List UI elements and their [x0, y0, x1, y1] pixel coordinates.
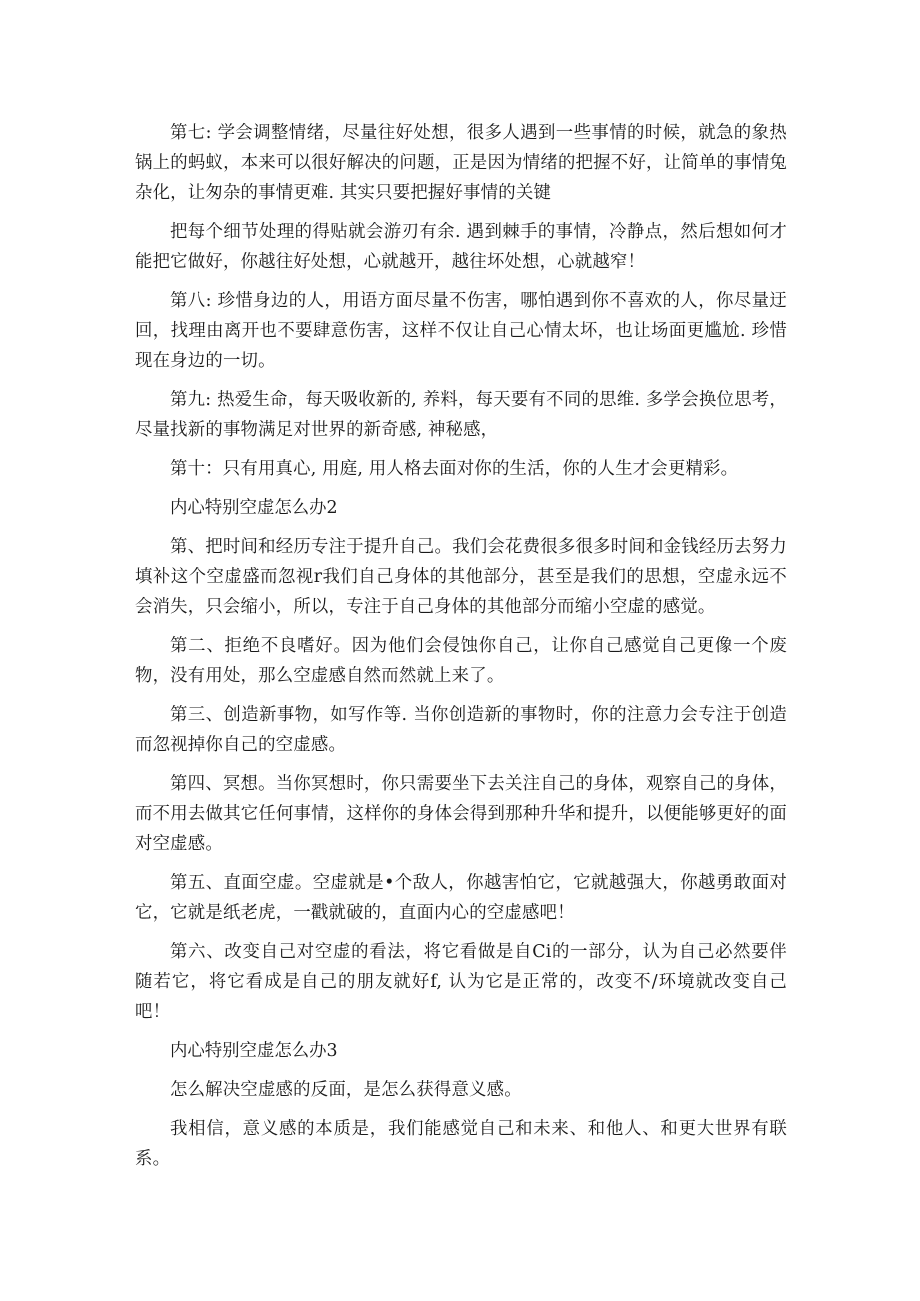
paragraph-section2-item-4: 第四、冥想。当你冥想时，你只需要坐下去关注自己的身体，观察自己的身体，而不用去做其它任何事情，这样你的身体会得到那种升华和提升，以便能够更好的面对空虚感。 — [135, 774, 787, 854]
paragraph-section3-body: 我相信，意义感的本质是，我们能感觉自己和未来、和他人、和更大世界有联系。 — [135, 1119, 787, 1169]
paragraph-item-8: 第八: 珍惜身边的人，用语方面尽量不伤害，哪怕遇到你不喜欢的人，你尽量迂回，找理由离开也不要肆意伤害，这样不仅让自己心情太坏，也让场面更尴尬. 珍惜现在身边的一切。 — [135, 291, 787, 371]
paragraph-item-10: 第十：只有用真心, 用庭, 用人格去面对你的生活，你的人生才会更精彩。 — [170, 459, 739, 479]
section-heading-2: 内心特别空虚怎么办2 — [170, 498, 338, 518]
document-page — [135, 118, 787, 1183]
paragraph-section2-item-3: 第三、创造新事物，如写作等. 当你创造新的事物时，你的注意力会专注于创造而忽视掉你自己的空虚感。 — [135, 705, 787, 755]
section-heading-3: 内心特别空虚怎么办3 — [170, 1041, 338, 1061]
paragraph-section2-item-2: 第二、拒绝不良嗜好。因为他们会侵蚀你自己，让你自己感觉自己更像一个废物，没有用处，那么空虚感自然而然就上来了。 — [135, 636, 787, 686]
paragraph-section3-intro: 怎么解决空虚感的反面，是怎么获得意义感。 — [170, 1080, 522, 1100]
paragraph-item-7-continued: 把每个细节处理的得贴就会游刃有余. 遇到棘手的事情，冷静点，然后想如何才能把它做好，你越往好处想，心就越开，越往坏处想，心就越窄！ — [135, 222, 787, 272]
paragraph-item-9: 第九: 热爱生命，每天吸收新的, 养料，每天要有不同的思维. 多学会换位思考，尽量找新的事物满足对世界的新奇感, 神秘感， — [135, 390, 787, 440]
paragraph-section2-item-5: 第五、直面空虚。空虚就是•个敌人，你越害怕它，它就越强大，你越勇敢面对它，它就是纸老虎，一戳就破的，直面内心的空虚感吧！ — [135, 873, 787, 923]
paragraph-section2-item-6: 第六、改变自己对空虚的看法，将它看做是自Ci的一部分，认为自己必然要伴随若它，将它看成是自己的朋友就好f, 认为它是正常的，改变不/环境就改变自己吧！ — [135, 942, 787, 1022]
paragraph-item-7: 第七: 学会调整情绪，尽量往好处想，很多人遇到一些事情的时候，就急的象热锅上的蚂蚁，本来可以很好解决的问题，正是因为情绪的把握不好，让简单的事情兔杂化，让匆杂的事情更难. 其实只要把握好事情的关键 — [135, 123, 787, 203]
paragraph-section2-item-1: 第、把时间和经历专注于提升自己。我们会花费很多很多时间和金钱经历去努力填补这个空虚盛而忽视r我们自己身体的其他部分，甚至是我们的思想，空虚永远不会消失，只会缩小，所以，专注于自己身体的其他部分而缩小空虚的感觉。 — [135, 537, 787, 617]
